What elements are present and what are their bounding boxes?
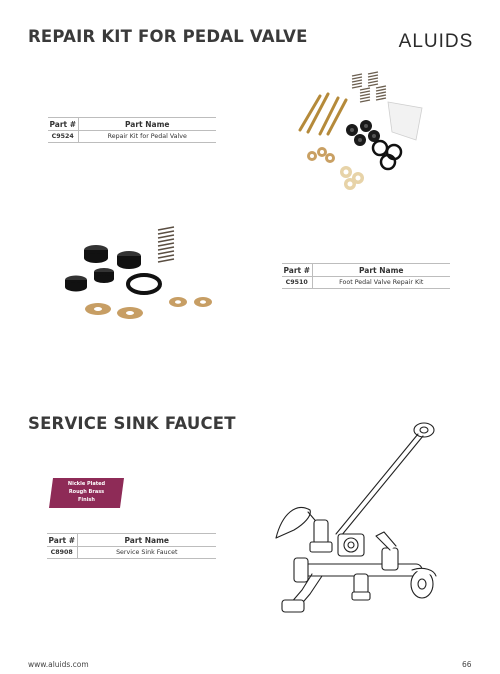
footer-url: www.aluids.com xyxy=(28,660,89,669)
parts-table-foot-pedal xyxy=(282,263,450,289)
section-title-service-sink: SERVICE SINK FAUCET xyxy=(28,414,236,433)
col-header-part-name: Part Name xyxy=(77,534,216,547)
part-number-cell: C9510 xyxy=(282,277,312,289)
part-name-cell: Repair Kit for Pedal Valve xyxy=(78,131,216,143)
part-number-cell: C9524 xyxy=(48,131,78,143)
col-header-part-number: Part # xyxy=(47,534,77,547)
col-header-part-number: Part # xyxy=(282,264,312,277)
col-header-part-name: Part Name xyxy=(312,264,450,277)
finish-line: Nickle Plated xyxy=(67,481,106,487)
finish-badge xyxy=(49,478,124,508)
service-sink-faucet-image xyxy=(272,418,452,618)
table-row xyxy=(48,131,216,143)
page-number: 66 xyxy=(462,660,472,669)
parts-table-service-sink xyxy=(47,533,216,559)
parts-table-repair-kit xyxy=(48,117,216,143)
brand-logo xyxy=(396,28,476,52)
col-header-part-name: Part Name xyxy=(78,118,216,131)
part-name-cell: Foot Pedal Valve Repair Kit xyxy=(312,277,450,289)
foot-pedal-kit-parts-image xyxy=(60,222,220,327)
table-row xyxy=(282,277,450,289)
part-number-cell: C8908 xyxy=(47,547,77,559)
repair-kit-parts-image xyxy=(290,68,440,193)
table-row xyxy=(47,547,216,559)
finish-line: Rough Brass xyxy=(68,489,105,495)
part-name-cell: Service Sink Faucet xyxy=(77,547,216,559)
finish-line: Finish xyxy=(78,497,95,503)
section-title-repair-kit: REPAIR KIT FOR PEDAL VALVE xyxy=(28,27,308,46)
svg-text:ALUIDS: ALUIDS xyxy=(398,31,474,52)
col-header-part-number: Part # xyxy=(48,118,78,131)
